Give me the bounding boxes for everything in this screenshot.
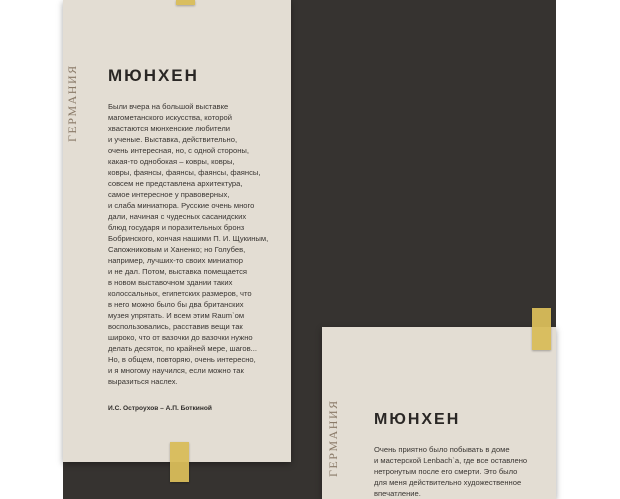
body-line: и ученые. Выставка, действительно, (108, 135, 238, 144)
body-line: делать десяток, по крайней мере, шагов... (108, 344, 257, 353)
body-line: Но, в общем, повторяю, очень интересно, (108, 355, 256, 364)
card-body-text-2 (374, 444, 527, 499)
body-line: широко, что от вазочки до вазочки нужно (108, 333, 253, 342)
country-side-label: ГЕРМАНИЯ (65, 64, 79, 142)
body-line: в него можно было бы два британских (108, 300, 244, 309)
body-line: дали, начиная с чудесных сасанидских (108, 212, 247, 221)
body-line: Бобринского, кончая нашими П. И. Щукиным, (108, 234, 269, 243)
body-line: в новом выставочном здании таких (108, 278, 233, 287)
body-line: музея упрятать. И всем этим Raum`ом (108, 311, 245, 320)
body-line: впечатление. (374, 489, 421, 498)
card-title-2: МЮНХЕН (374, 411, 461, 428)
tape-strip-bottom (170, 442, 189, 482)
card-body-text (108, 101, 268, 387)
body-line: колоссальных, египетских размеров, что (108, 289, 252, 298)
body-line: очень интересная, но, с одной стороны, (108, 146, 249, 155)
body-line: хвастаются мюнхенские любители (108, 124, 231, 133)
body-line: нетронутым после его смерти. Это было (374, 467, 518, 476)
body-line: Были вчера на большой выставке (108, 102, 229, 111)
tape-strip-right (532, 308, 551, 350)
body-line: и мастерской Lenbach`a, где все оставлено (374, 456, 528, 465)
body-line: для меня действительно художественное (374, 478, 522, 487)
body-line: Очень приятно было побывать в доме (374, 445, 510, 454)
body-line: Сапожниковым и Ханенко; но Голубев, (108, 245, 246, 254)
body-line: блюд государя и поразительных бронз (108, 223, 245, 232)
body-line: и слаба миниатюра. Русские очень много (108, 201, 255, 210)
body-line: и я многому научился, если можно так (108, 366, 244, 375)
card-signature: И.С. Остроухов – А.П. Боткиной (108, 405, 212, 412)
body-line: совсем не представлена архитектура, (108, 179, 243, 188)
body-line: воспользовались, расставив вещи так (108, 322, 243, 331)
tape-strip-top (176, 0, 195, 5)
body-line: какая-то однобокая – ковры, ковры, (108, 157, 235, 166)
body-line: выразиться наслех. (108, 377, 178, 386)
card-title: МЮНХЕН (108, 66, 199, 85)
body-line: самое интересное у правоверных, (108, 190, 230, 199)
body-line: и не дал. Потом, выставка помещается (108, 267, 248, 276)
country-side-label-2: ГЕРМАНИЯ (326, 399, 340, 477)
body-line: магометанского искусства, которой (108, 113, 233, 122)
exhibit-card-munich-1 (63, 0, 291, 462)
body-line: например, лучших-то своих миниатюр (108, 256, 243, 265)
body-line: ковры, фаянсы, фаянсы, фаянсы, фаянсы, (108, 168, 261, 177)
exhibit-card-munich-2 (322, 327, 556, 499)
